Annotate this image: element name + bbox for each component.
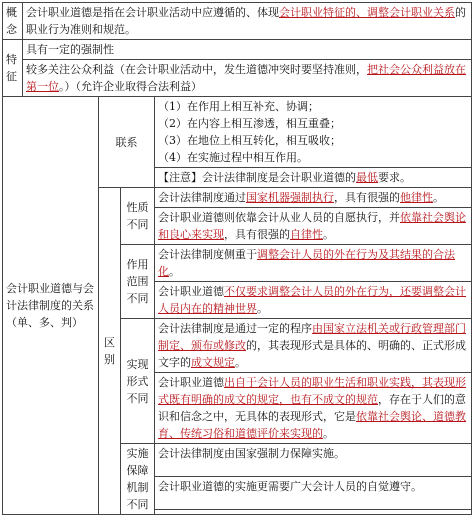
- nature-law-highlight: 国家机器强制执行: [246, 191, 334, 204]
- relation-label: 会计职业道德与会计法律制度的关系（单、多、判）: [3, 97, 99, 515]
- concept-highlight: 会计职业特征的、调整会计职业关系: [279, 6, 455, 19]
- nature-ethics-text: ，具有很强的: [224, 228, 290, 241]
- feature-line-1: 具有一定的强制性: [23, 40, 472, 60]
- feature-line-2: [23, 60, 472, 97]
- guarantee-law: 会计法律制度由国家强制力保障实施。: [155, 444, 472, 477]
- link-item: （2）在内容上相互渗透，相互重叠；: [158, 117, 341, 130]
- nature-ethics-highlight: 依靠社会舆论和良心来实现: [158, 211, 466, 241]
- diff-label: 区别: [99, 188, 121, 515]
- feature-label: 特征: [3, 40, 23, 97]
- concept-text-part: 的职业行为准则和规范。: [26, 6, 466, 36]
- form-ethics-highlight: 依靠社会舆论、道德教育、传统习俗和道德评价来实现的: [158, 410, 466, 440]
- feature-row-2: [3, 60, 472, 97]
- link-item: （4）在实施过程中相互作用。: [158, 151, 308, 164]
- note-text: 要求。: [378, 171, 411, 184]
- accounting-ethics-table: [2, 2, 472, 515]
- form-law-text: 会计法律制度是通过一定的程序: [158, 322, 312, 335]
- link-label: 联系: [99, 97, 155, 188]
- link-item: （1）在作用上相互补充、协调；: [158, 100, 319, 113]
- relation-link-row: [3, 97, 472, 168]
- scope-law: [155, 245, 472, 282]
- form-ethics-text: 会计职业道德: [158, 376, 224, 389]
- scope-law-text: 。: [169, 265, 180, 278]
- feature-row-1: [3, 40, 472, 60]
- form-law-highlight: 成文规定: [191, 356, 235, 369]
- nature-law-text: 。: [433, 191, 444, 204]
- form-law-highlight: 由国家立法机关或行政管理部门制定、颁布或修改: [158, 322, 466, 352]
- form-ethics-highlight: 出自于会计人员的职业生活和职业实践，其表现形式既有明确的成文的规定，也有不成文的规范: [158, 376, 466, 406]
- feature-text-part: 较多关注公众利益（在会计职业活动中，发生道德冲突时要坚持准则，: [26, 63, 367, 76]
- nature-ethics-highlight: 自律性: [290, 228, 323, 241]
- form-ethics: [155, 373, 472, 444]
- nature-ethics-text: 。: [323, 228, 334, 241]
- form-ethics-text: ，存在于人们的意识和信念之中，无具体的表现形式，它是: [158, 393, 466, 423]
- form-law: [155, 319, 472, 373]
- form-label: 实现形式不同: [121, 319, 155, 444]
- nature-ethics-text: 会计职业道德则依靠会计从业人员的自愿执行，并: [158, 211, 400, 224]
- nature-label: 性质不同: [121, 188, 155, 245]
- concept-row: [3, 3, 472, 40]
- scope-label: 作用范围不同: [121, 245, 155, 319]
- scope-ethics-text: 。: [257, 302, 268, 315]
- link-note: [155, 168, 472, 188]
- feature-highlight: 把社会公众利益放在第一位: [26, 63, 466, 93]
- form-law-text: 的，其表现形式是具体的、明确的、正式形成文字的: [158, 339, 466, 369]
- note-text: 【注意】会计法律制度是会计职业道德的: [158, 171, 356, 184]
- scope-ethics: [155, 282, 472, 319]
- nature-law-text: ，具有很强的: [334, 191, 400, 204]
- guarantee-ethics: 会计职业道德的实施更需要广大会计人员的自觉遵守。: [155, 477, 472, 510]
- note-highlight: 最低: [356, 171, 378, 184]
- link-item: （3）在地位上相互转化，相互吸收；: [158, 134, 341, 147]
- concept-text-part: 会计职业道德是指在会计职业活动中应遵循的、体现: [26, 6, 279, 19]
- guarantee-spacer: [155, 510, 472, 515]
- nature-law: [155, 188, 472, 208]
- scope-ethics-highlight: 不仅要求调整会计人员的外在行为，还要调整会计人员内在的精神世界: [158, 285, 466, 315]
- scope-law-highlight: 调整会计人员的外在行为及其结果的合法化: [158, 248, 455, 278]
- scope-law-text: 会计法律制度侧重于: [158, 248, 257, 261]
- feature-text-part: 。）（允许企业取得合法利益）: [59, 80, 202, 93]
- guarantee-label: 实施保障机制不同: [121, 444, 155, 515]
- nature-law-text: 会计法律制度通过: [158, 191, 246, 204]
- concept-text: [23, 3, 472, 40]
- concept-label: 概念: [3, 3, 23, 40]
- link-items: [155, 97, 472, 168]
- form-law-text: 。: [235, 356, 246, 369]
- form-ethics-text: 。: [323, 427, 334, 440]
- nature-ethics: [155, 208, 472, 245]
- nature-law-highlight: 他律性: [400, 191, 433, 204]
- scope-ethics-text: 会计职业道德: [158, 285, 224, 298]
